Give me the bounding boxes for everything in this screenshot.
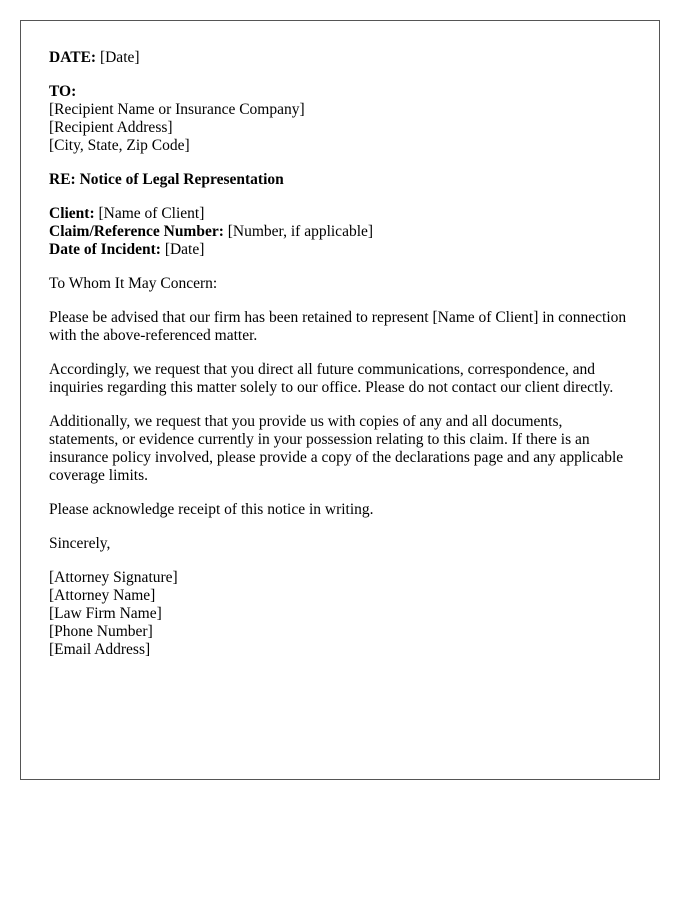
date-value: [Date]	[99, 49, 140, 66]
recipient-city-state-zip: [City, State, Zip Code]	[49, 137, 190, 154]
subject-text: RE: Notice of Legal Representation	[49, 171, 284, 188]
claim-number-label: Claim/Reference Number:	[49, 223, 224, 240]
closing: Sincerely,	[49, 535, 111, 552]
date-block	[49, 49, 631, 67]
salutation: To Whom It May Concern:	[49, 275, 218, 292]
client-label: Client:	[49, 205, 95, 222]
incident-date-row	[49, 241, 631, 259]
client-row	[49, 205, 631, 223]
email-address: [Email Address]	[49, 641, 151, 658]
body-paragraph-documents: Additionally, we request that you provide us with copies of any and all documents, statements, or evidence currently in your possession relating to this claim. If there is an insurance policy involved, please provide a copy of the declarations page and any applicable coverage limits.	[49, 413, 624, 484]
recipient-name: [Recipient Name or Insurance Company]	[49, 101, 305, 118]
client-value: [Name of Client]	[98, 205, 205, 222]
recipient-block	[49, 83, 631, 155]
subject-line	[49, 171, 631, 189]
body-paragraph-communications: Accordingly, we request that you direct all future communications, correspondence, and inquiries regarding this matter solely to our office. Please do not contact our client directly.	[49, 361, 614, 396]
phone-number: [Phone Number]	[49, 623, 153, 640]
claim-number-value: [Number, if applicable]	[227, 223, 374, 240]
letter-page	[20, 20, 660, 780]
attorney-name: [Attorney Name]	[49, 587, 156, 604]
claim-number-row	[49, 223, 631, 241]
case-details	[49, 205, 631, 259]
incident-date-value: [Date]	[164, 241, 205, 258]
recipient-address: [Recipient Address]	[49, 119, 173, 136]
body-paragraph-acknowledge: Please acknowledge receipt of this notice in writing.	[49, 501, 374, 518]
body-paragraph-retained: Please be advised that our firm has been retained to represent [Name of Client] in connection with the above-referenced matter.	[49, 309, 627, 344]
law-firm-name: [Law Firm Name]	[49, 605, 162, 622]
to-label: TO:	[49, 83, 77, 100]
date-label: DATE:	[49, 49, 97, 66]
attorney-signature: [Attorney Signature]	[49, 569, 178, 586]
signature-block	[49, 569, 631, 659]
incident-date-label: Date of Incident:	[49, 241, 161, 258]
